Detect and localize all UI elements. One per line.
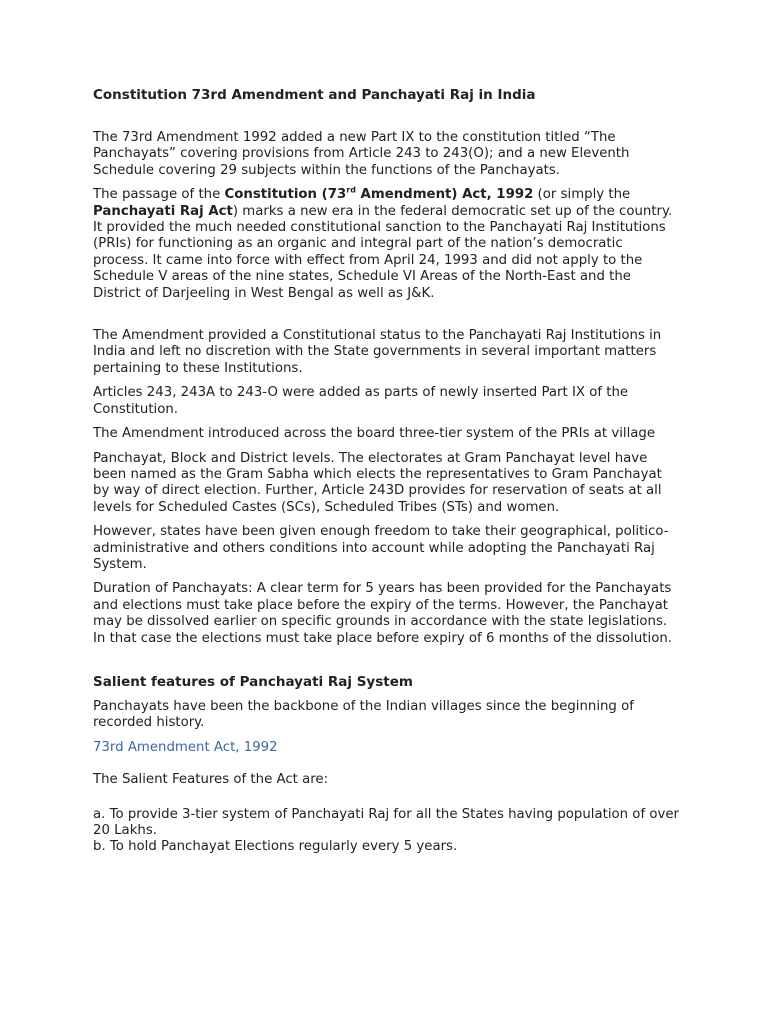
passage-bold-act-part1: Constitution (73 bbox=[224, 187, 347, 203]
section-heading-salient: Salient features of Panchayati Raj System bbox=[93, 673, 413, 690]
amendment-act-link[interactable]: 73rd Amendment Act, 1992 bbox=[93, 739, 278, 755]
paragraph-passage bbox=[93, 187, 679, 302]
paragraph-constitutional-status: The Amendment provided a Constitutional status to the Panchayati Raj Institutions in India and left no discretion with the State governments in several important matters pertaining to these Institutions. bbox=[93, 328, 662, 376]
list-item-a: a. To provide 3-tier system of Panchayati Raj for all the States having population of over 20 Lakhs. bbox=[93, 806, 680, 838]
paragraph-articles: Articles 243, 243A to 243-O were added as parts of newly inserted Part IX of the Constitution. bbox=[93, 385, 629, 417]
passage-bold-act bbox=[225, 187, 534, 202]
document-page bbox=[93, 86, 679, 864]
paragraph-backbone: Panchayats have been the backbone of the Indian villages since the beginning of recorded history. bbox=[93, 698, 634, 731]
passage-text-2: (or simply the bbox=[533, 187, 631, 203]
paragraph-three-tier: The Amendment introduced across the board three-tier system of the PRIs at village bbox=[93, 426, 656, 442]
paragraph-duration: Duration of Panchayats: A clear term for 5 years has been provided for the Panchayats and elections must take place before the expiry of the terms. However, the Panchayat may be dissolved earlier on specific grounds in accordance with the state legislations. In that case the elections must take place before expiry of 6 months of the dissolution. bbox=[93, 581, 672, 646]
passage-bold-act-part2: Amendment) Act, 1992 bbox=[355, 187, 534, 203]
list-item-b: b. To hold Panchayat Elections regularly every 5 years. bbox=[93, 839, 458, 855]
paragraph-intro: The 73rd Amendment 1992 added a new Part IX to the constitution titled “The Panchayats” covering provisions from Article 243 to 243(O); and a new Eleventh Schedule covering 29 subjects within the functions of the Panchayats. bbox=[93, 130, 630, 178]
passage-text-3: ) marks a new era in the federal democratic set up of the country. It provided the much needed constitutional sanction to the Panchayati Raj Institutions (PRIs) for functioning as an organic and integral part of the nation’s democratic process. It came into force with effect from April 24, 1993 and did not apply to the Schedule V areas of the nine states, Schedule VI Areas of the North-East and the District of Darjeeling in West Bengal as well as J&K. bbox=[93, 203, 673, 301]
paragraph-freedom: However, states have been given enough freedom to take their geographical, politico-administrative and others conditions into account while adopting the Panchayati Raj System. bbox=[93, 524, 669, 572]
passage-bold-raj-act: Panchayati Raj Act bbox=[93, 203, 233, 219]
paragraph-levels: Panchayat, Block and District levels. The electorates at Gram Panchayat level have been named as the Gram Sabha which elects the representatives to Gram Panchayat by way of direct election. Further, Article 243D provides for reservation of seats at all levels for Scheduled Castes (SCs), Scheduled Tribes (STs) and women. bbox=[93, 450, 662, 515]
document-title: Constitution 73rd Amendment and Panchayati Raj in India bbox=[93, 87, 536, 103]
paragraph-salient-intro: The Salient Features of the Act are: bbox=[93, 772, 329, 788]
passage-bold-act-sup: rd bbox=[346, 185, 356, 195]
passage-text-1: The passage of the bbox=[93, 187, 225, 203]
